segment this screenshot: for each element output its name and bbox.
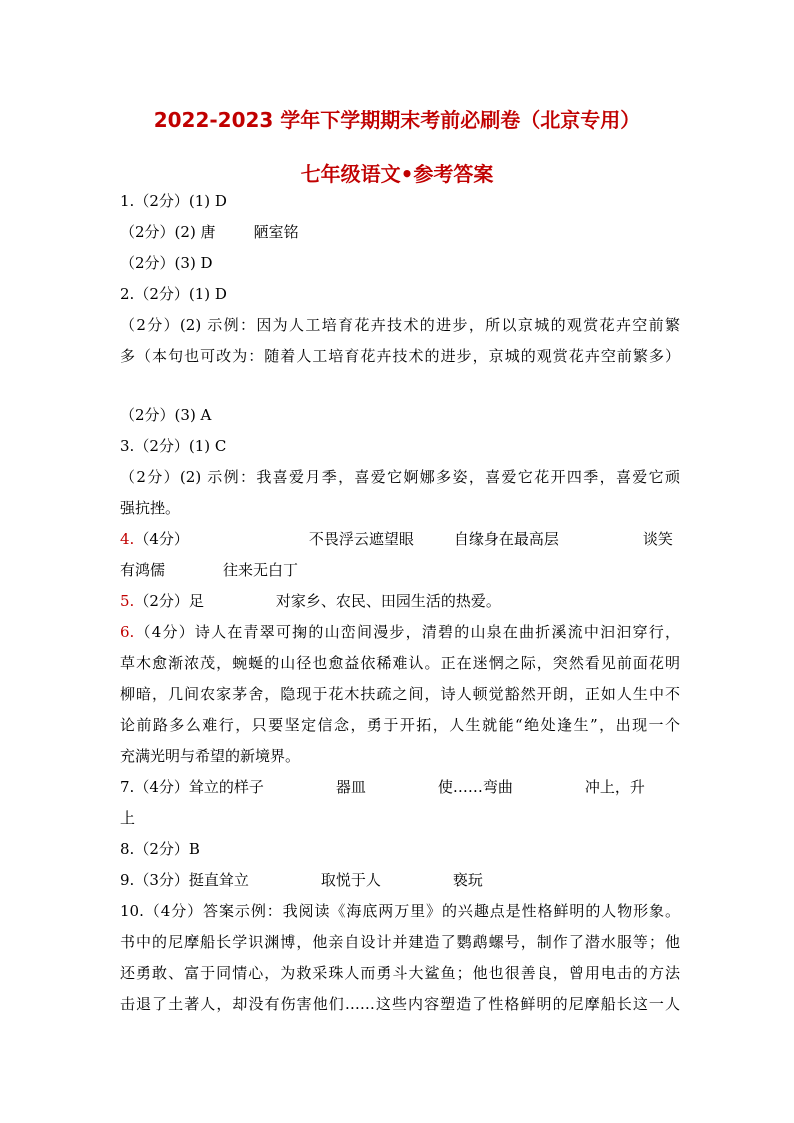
- answer-10-line-1: 10.（4分）答案示例：我阅读《海底两万里》的兴趣点是性格鲜明的人物形象。: [120, 902, 680, 920]
- answer-1-1: 1.（2分）(1) D: [120, 192, 227, 210]
- question-number: 1.: [120, 192, 135, 210]
- answer-4-line-1: 4.（4分） 不畏浮云遮望眼 自缘身在最高层 谈笑: [120, 530, 673, 548]
- answer-3-2-line-1: （2分）(2) 示例：我喜爱月季，喜爱它婀娜多姿，喜爱它花开四季，喜爱它顽: [120, 468, 680, 486]
- answer-2-2-line-1: （2分）(2) 示例：因为人工培育花卉技术的进步，所以京城的观赏花卉空前繁: [120, 316, 680, 334]
- answer-6-line-4: 论前路多么难行，只要坚定信念，勇于开拓，人生就能“绝处逢生”，出现一个: [120, 716, 680, 734]
- question-number: 10.: [120, 902, 144, 920]
- question-number: 5.: [120, 592, 135, 610]
- question-number: 3.: [120, 437, 135, 455]
- answer-list: [120, 186, 680, 1020]
- blank-line: [120, 372, 680, 400]
- question-number: 9.: [120, 871, 135, 889]
- answer-3-1: 3.（2分）(1) C: [120, 437, 227, 455]
- answer-2-3: （2分）(3) A: [120, 406, 212, 424]
- answer-6-line-5: 充满光明与希望的新境界。: [120, 747, 301, 765]
- answer-10-line-4: 击退了土著人，却没有伤害他们……这些内容塑造了性格鲜明的尼摩船长这一人: [120, 995, 680, 1013]
- answer-9: 9.（3分）挺直耸立 取悦于人 亵玩: [120, 871, 483, 889]
- answer-6-line-1: 6.（4分）诗人在青翠可掬的山峦间漫步，清碧的山泉在曲折溪流中汩汩穿行，: [120, 623, 680, 641]
- answer-2-2-line-2: 多（本句也可改为：随着人工培育花卉技术的进步，京城的观赏花卉空前繁多）: [120, 347, 680, 365]
- answer-5: 5.（2分）足 对家乡、农民、田园生活的热爱。: [120, 592, 501, 610]
- answer-3-2-line-2: 强抗挫。: [120, 499, 181, 517]
- question-number: 8.: [120, 840, 135, 858]
- answer-1-3: （2分）(3) D: [120, 254, 213, 272]
- answer-10-line-3: 还勇敢、富于同情心，为救采珠人而勇斗大鲨鱼；他也很善良，曾用电击的方法: [120, 964, 680, 982]
- answer-4-line-2: 有鸿儒 往来无白丁: [120, 561, 299, 579]
- answer-7-line-2: 上: [120, 809, 136, 827]
- question-number: 4.: [120, 530, 135, 548]
- answer-8: 8.（2分）B: [120, 840, 200, 858]
- question-number: 7.: [120, 778, 135, 796]
- question-number: 2.: [120, 285, 135, 303]
- answer-6-line-2: 草木愈渐浓茂，蜿蜒的山径也愈益依稀难认。正在迷惘之际，突然看见前面花明: [120, 654, 680, 672]
- answer-10-line-2: 书中的尼摩船长学识渊博，他亲自设计并建造了鹦鹉螺号，制作了潜水服等；他: [120, 933, 680, 951]
- document-title: 2022-2023 学年下学期期末考前必刷卷（北京专用）: [153, 108, 641, 132]
- answer-7-line-1: 7.（4分）耸立的样子 器皿 使……弯曲 冲上，升: [120, 778, 645, 796]
- question-number: 6.: [120, 623, 135, 641]
- answer-2-1: 2.（2分）(1) D: [120, 285, 227, 303]
- answer-6-line-3: 柳暗，几间农家茅舍，隐现于花木扶疏之间，诗人顿觉豁然开朗，正如人生中不: [120, 685, 680, 703]
- answer-1-2: （2分）(2) 唐 陋室铭: [120, 223, 299, 241]
- document-subtitle: 七年级语文•参考答案: [300, 162, 494, 186]
